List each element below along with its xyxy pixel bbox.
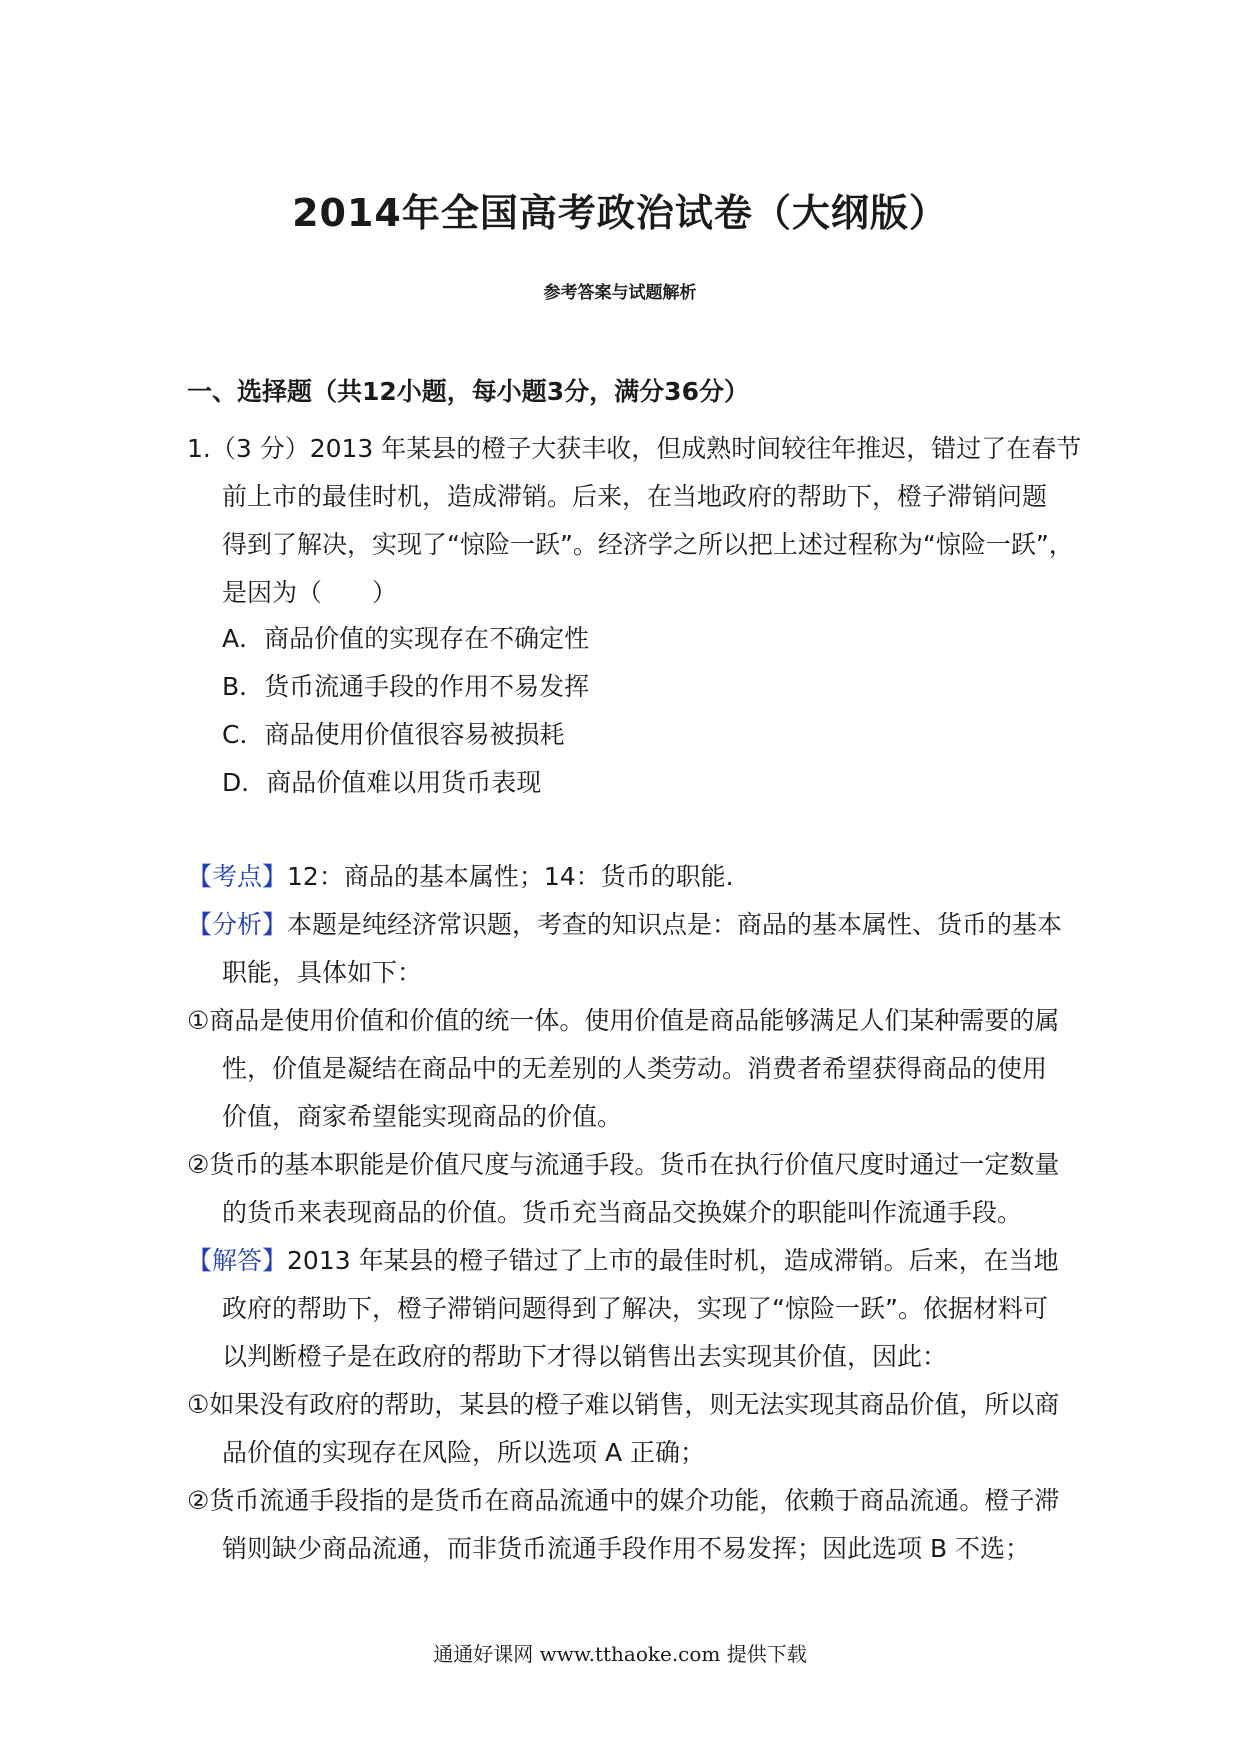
fenxi-text: 本题是纯经济常识题，考查的知识点是：商品的基本属性、货币的基本: [287, 910, 1063, 939]
section-heading: 一、选择题（共12小题，每小题3分，满分36分）: [187, 377, 749, 406]
kaodian-text: 12：商品的基本属性；14：货币的职能.: [287, 862, 734, 891]
option-c: C．商品使用价值很容易被损耗: [222, 720, 565, 749]
answer-2-line: ②货币流通手段指的是货币在商品流通中的媒介功能，依赖于商品流通。橙子滞: [187, 1486, 1060, 1515]
page-footer: 通通好课网 www.tthaoke.com 提供下载: [433, 1642, 807, 1666]
fenxi-text-line: 职能，具体如下：: [222, 958, 423, 987]
kaodian-line: [187, 862, 734, 892]
fenxi-tag: 【分析】: [187, 910, 288, 939]
point-2-line: 的货币来表现商品的价值。货币充当商品交换媒介的职能叫作流通手段。: [222, 1198, 1023, 1227]
question-stem-line: 1.（3 分）2013 年某县的橙子大获丰收，但成熟时间较往年推迟，错过了在春节: [187, 434, 1082, 463]
option-b: B．货币流通手段的作用不易发挥: [222, 672, 590, 701]
point-1-line: 性，价值是凝结在商品中的无差别的人类劳动。消费者希望获得商品的使用: [222, 1054, 1048, 1083]
point-1-line: ①商品是使用价值和价值的统一体。使用价值是商品能够满足人们某种需要的属: [187, 1006, 1060, 1035]
jieda-tag: 【解答】: [187, 1246, 288, 1275]
point-2-line: ②货币的基本职能是价值尺度与流通手段。货币在执行价值尺度时通过一定数量: [187, 1150, 1060, 1179]
question-stem-line: 前上市的最佳时机，造成滞销。后来，在当地政府的帮助下，橙子滞销问题: [222, 482, 1048, 511]
question-stem-line: 得到了解决，实现了“惊险一跃”。经济学之所以把上述过程称为“惊险一跃”，: [222, 530, 1074, 559]
kaodian-tag: 【考点】: [187, 862, 288, 891]
question-stem-line: 是因为（ ）: [222, 578, 398, 607]
jieda-text-line: 以判断橙子是在政府的帮助下才得以销售出去实现其价值，因此：: [222, 1342, 948, 1371]
option-d: D．商品价值难以用货币表现: [222, 768, 542, 797]
answer-1-line: ①如果没有政府的帮助，某县的橙子难以销售，则无法实现其商品价值，所以商: [187, 1390, 1060, 1419]
page-subtitle: 参考答案与试题解析: [543, 283, 697, 303]
answer-1-line: 品价值的实现存在风险，所以选项 A 正确；: [222, 1438, 705, 1467]
point-1-line: 价值，商家希望能实现商品的价值。: [222, 1102, 623, 1131]
answer-2-line: 销则缺少商品流通，而非货币流通手段作用不易发挥；因此选项 B 不选；: [222, 1534, 1031, 1563]
jieda-text: 2013 年某县的橙子错过了上市的最佳时机，造成滞销。后来，在当地: [287, 1246, 1059, 1275]
fenxi-line: [187, 910, 1062, 940]
jieda-text-line: 政府的帮助下，橙子滞销问题得到了解决，实现了“惊险一跃”。依据材料可: [222, 1294, 1048, 1323]
jieda-line: [187, 1246, 1059, 1276]
page-title: 2014年全国高考政治试卷（大纲版）: [292, 191, 948, 235]
option-a: A．商品价值的实现存在不确定性: [222, 624, 590, 653]
